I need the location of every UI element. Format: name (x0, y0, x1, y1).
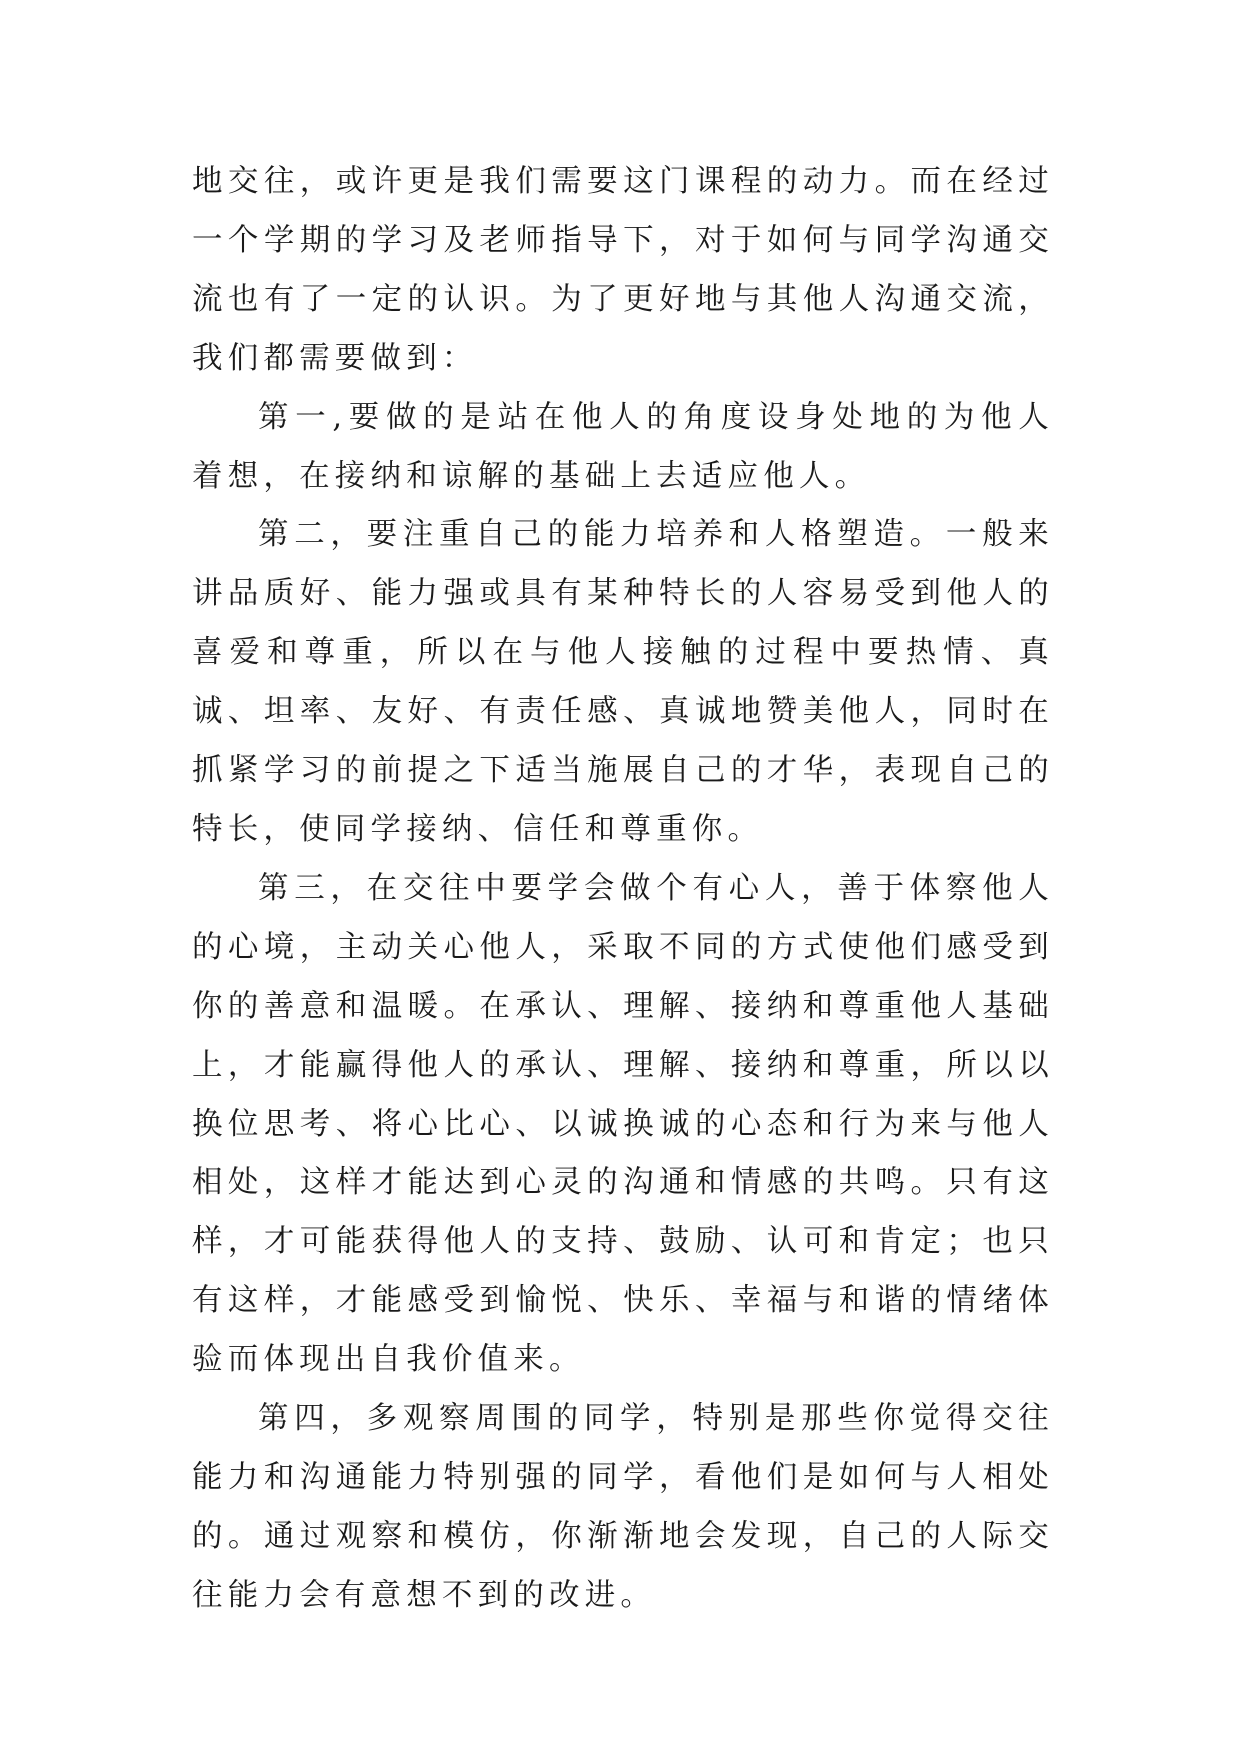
paragraph-point-3: 第三，在交往中要学会做个有心人，善于体察他人的心境，主动关心他人，采取不同的方式使他们感受到你的善意和温暖。在承认、理解、接纳和尊重他人基础上，才能赢得他人的承认、理解、接纳和尊重，所以以换位思考、将心比心、以诚换诚的心态和行为来与他人相处，这样才能达到心灵的沟通和情感的共鸣。只有这样，才可能获得他人的支持、鼓励、认可和肯定；也只有这样，才能感受到愉悦、快乐、幸福与和谐的情绪体验而体现出自我价值来。 (192, 870, 1054, 1378)
paragraph-continuation: 地交往，或许更是我们需要这门课程的动力。而在经过一个学期的学习及老师指导下，对于如何与同学沟通交流也有了一定的认识。为了更好地与其他人沟通交流，我们都需要做到： (192, 164, 1054, 376)
paragraph-point-1: 第一,要做的是站在他人的角度设身处地的为他人着想，在接纳和谅解的基础上去适应他人。 (192, 399, 1054, 494)
paragraph-point-2: 第二，要注重自己的能力培养和人格塑造。一般来讲品质好、能力强或具有某种特长的人容易受到他人的喜爱和尊重，所以在与他人接触的过程中要热情、真诚、坦率、友好、有责任感、真诚地赞美他人，同时在抓紧学习的前提之下适当施展自己的才华，表现自己的特长，使同学接纳、信任和尊重你。 (192, 517, 1054, 847)
paragraph-point-4: 第四，多观察周围的同学，特别是那些你觉得交往能力和沟通能力特别强的同学，看他们是如何与人相处的。通过观察和模仿，你渐渐地会发现，自己的人际交往能力会有意想不到的改进。 (192, 1401, 1054, 1613)
document-body (192, 153, 1054, 1626)
